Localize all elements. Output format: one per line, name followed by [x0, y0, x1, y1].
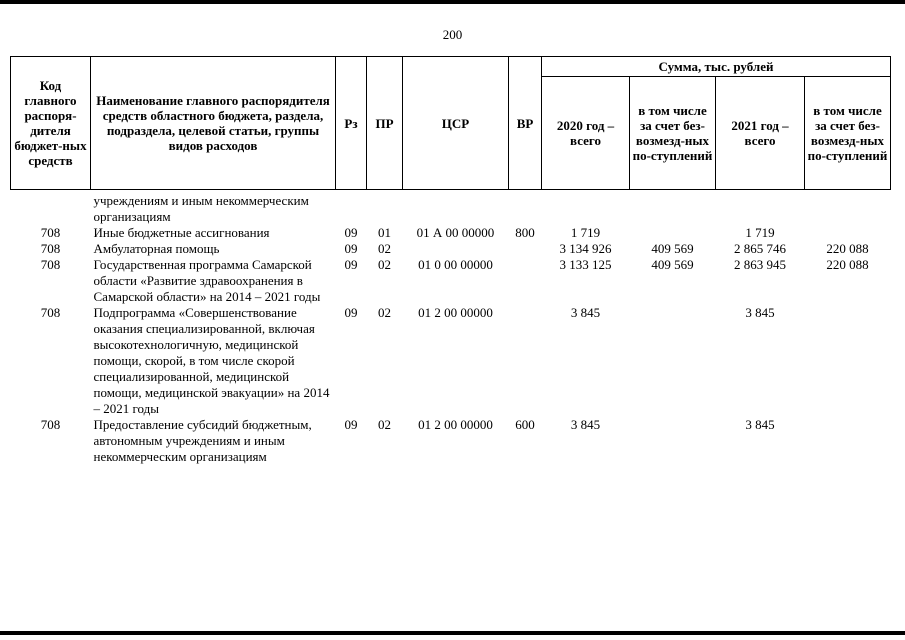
cell-2021-total: 2 863 945 — [734, 257, 786, 272]
cell-2020-total — [542, 190, 630, 226]
cell-rz — [336, 190, 367, 226]
cell-2020-free — [630, 417, 716, 465]
col-header-vr: ВР — [509, 57, 542, 190]
col-header-2020-total: 2020 год – всего — [542, 77, 630, 190]
col-header-2020-free: в том числе за счет без-возмезд-ных по-ступлений — [630, 77, 716, 190]
cell-2021-total: 3 845 — [745, 417, 775, 432]
bottom-border-rule — [0, 631, 905, 635]
cell-csr — [403, 190, 509, 226]
cell-2020-free — [630, 190, 716, 226]
cell-pr: 01 — [378, 225, 391, 240]
cell-2021-total: 2 865 746 — [734, 241, 786, 256]
table-row — [11, 190, 891, 226]
cell-rz: 09 — [344, 257, 358, 272]
col-header-2021-free: в том числе за счет без-возмезд-ных по-ступлений — [805, 77, 891, 190]
col-header-sum-group: Сумма, тыс. рублей — [542, 57, 891, 77]
cell-code — [11, 190, 91, 226]
cell-2020-total: 3 845 — [570, 417, 601, 432]
cell-2021-free — [805, 225, 891, 241]
cell-vr: 800 — [515, 225, 535, 240]
cell-csr: 01 А 00 00000 — [416, 225, 495, 240]
cell-2020-free: 409 569 — [651, 241, 694, 256]
cell-rz: 09 — [344, 417, 358, 432]
cell-2020-total: 3 845 — [570, 305, 601, 320]
cell-name: учреждениям и иным некоммерческим организациям — [93, 193, 309, 224]
cell-2021-total: 1 719 — [745, 225, 775, 240]
cell-vr: 600 — [515, 417, 535, 432]
page-number: 200 — [442, 27, 463, 42]
cell-code: 708 — [40, 305, 61, 320]
table-row — [11, 225, 891, 241]
cell-rz: 09 — [344, 305, 358, 320]
table-header — [11, 57, 891, 190]
cell-2020-total: 3 133 125 — [559, 257, 612, 272]
col-header-2021-total: 2021 год – всего — [716, 77, 805, 190]
cell-pr: 02 — [378, 305, 391, 320]
cell-code: 708 — [40, 417, 61, 432]
cell-name: Амбулаторная помощь — [93, 241, 220, 256]
cell-vr — [509, 257, 542, 305]
cell-2021-free — [805, 305, 891, 417]
cell-csr: 01 0 00 00000 — [418, 257, 493, 272]
cell-rz: 09 — [344, 241, 358, 256]
cell-2021-total — [716, 190, 805, 226]
cell-2021-total: 3 845 — [745, 305, 775, 320]
cell-rz: 09 — [344, 225, 358, 240]
cell-pr: 02 — [378, 241, 391, 256]
table-row — [11, 305, 891, 417]
cell-code: 708 — [40, 257, 61, 272]
cell-2021-free: 220 088 — [826, 257, 869, 272]
cell-pr: 02 — [378, 257, 391, 272]
col-header-csr: ЦСР — [403, 57, 509, 190]
cell-name: Предоставление субсидий бюджетным, автономным учреждениям и иным некоммерческим организациям — [93, 417, 312, 464]
cell-2020-free — [630, 225, 716, 241]
cell-name: Подпрограмма «Совершенствование оказания специализированной, включая высокотехнологичную, медицинской помощи, скорой, в том числе скорой специализированной, медицинской помощи, медицинской эвакуации» на 2014 – 2021 годы — [93, 305, 330, 416]
table-row — [11, 417, 891, 465]
cell-name: Государственная программа Самарской области «Развитие здравоохранения в Самарской области» на 2014 – 2021 годы — [93, 257, 321, 304]
cell-2021-free — [805, 190, 891, 226]
cell-2021-free — [805, 417, 891, 465]
cell-name: Иные бюджетные ассигнования — [93, 225, 270, 240]
cell-vr — [509, 305, 542, 417]
cell-csr: 01 2 00 00000 — [418, 417, 493, 432]
cell-2020-total: 1 719 — [570, 225, 601, 240]
table-body — [11, 190, 891, 466]
col-header-name: Наименование главного распорядителя средств областного бюджета, раздела, подраздела, целевой статьи, группы видов расходов — [91, 57, 336, 190]
col-header-code: Код главного распоря-дителя бюджет-ных средств — [11, 57, 91, 190]
cell-pr — [367, 190, 403, 226]
cell-csr — [403, 241, 509, 257]
cell-pr: 02 — [378, 417, 391, 432]
cell-2020-total: 3 134 926 — [559, 241, 612, 256]
cell-csr: 01 2 00 00000 — [418, 305, 493, 320]
table-row — [11, 241, 891, 257]
cell-code: 708 — [40, 225, 61, 240]
cell-2020-free — [630, 305, 716, 417]
table-row — [11, 257, 891, 305]
col-header-pr: ПР — [367, 57, 403, 190]
cell-vr — [509, 190, 542, 226]
cell-code: 708 — [40, 241, 61, 256]
budget-table — [10, 56, 891, 465]
cell-2020-free: 409 569 — [651, 257, 694, 272]
col-header-rz: Рз — [336, 57, 367, 190]
top-border-rule — [0, 0, 905, 4]
cell-2021-free: 220 088 — [826, 241, 869, 256]
cell-vr — [509, 241, 542, 257]
